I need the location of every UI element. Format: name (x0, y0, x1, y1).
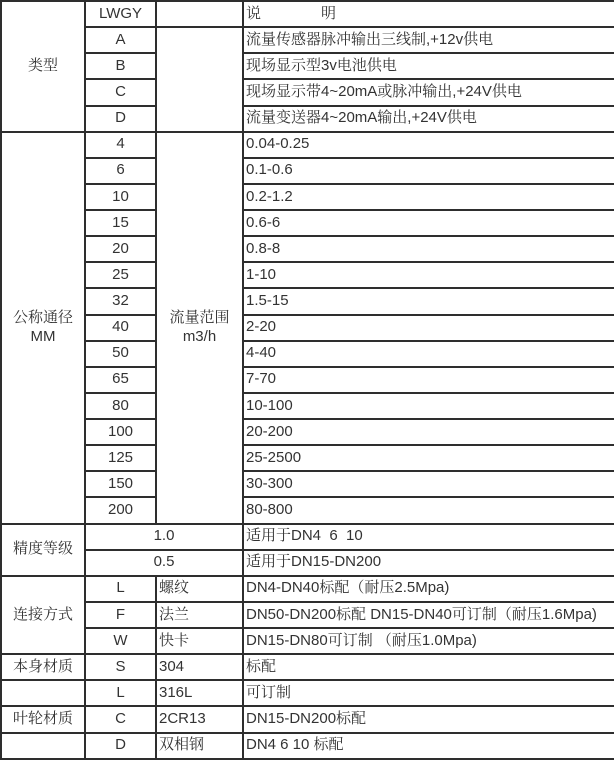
flow-range-cell: 7-70 (243, 367, 614, 393)
body-material-name-cell: 304 (156, 654, 243, 680)
table-row (1, 654, 614, 680)
flow-range-cell: 0.2-1.2 (243, 184, 614, 210)
impeller-material-desc-cell: DN15-DN200标配 (243, 706, 614, 732)
accuracy-value-cell: 1.0 (85, 524, 243, 550)
body-material-code-cell: S (85, 654, 156, 680)
empty-cell (156, 27, 243, 132)
table-row (1, 132, 614, 158)
dn-value-cell: 20 (85, 236, 156, 262)
connection-code-cell: F (85, 602, 156, 628)
dn-value-cell: 100 (85, 419, 156, 445)
dn-value-cell: 150 (85, 471, 156, 497)
table-row (1, 341, 614, 367)
flow-range-cell: 0.6-6 (243, 210, 614, 236)
dn-value-cell: 80 (85, 393, 156, 419)
impeller-material-section-label: 叶轮材质 (1, 706, 85, 732)
connection-code-cell: L (85, 576, 156, 602)
accuracy-section-label: 精度等级 (1, 524, 85, 576)
table-row (1, 419, 614, 445)
type-desc-cell: 现场显示型3v电池供电 (243, 53, 614, 79)
flow-range-cell: 30-300 (243, 471, 614, 497)
diameter-label-line2: MM (30, 327, 56, 345)
accuracy-desc-cell: 适用于DN15-DN200 (243, 550, 614, 576)
flow-range-cell: 0.8-8 (243, 236, 614, 262)
flow-range-cell: 80-800 (243, 497, 614, 523)
type-desc-cell: 流量传感器脉冲输出三线制,+12v供电 (243, 27, 614, 53)
table-row (1, 53, 614, 79)
table-row (1, 550, 614, 576)
flow-label-line2: m3/h (182, 327, 217, 345)
connection-name-cell: 快卡 (156, 628, 243, 654)
type-code-cell: A (85, 27, 156, 53)
table-row (1, 288, 614, 314)
dn-value-cell: 6 (85, 158, 156, 184)
table-row (1, 576, 614, 602)
connection-desc-cell: DN15-DN80可订制 （耐压1.0Mpa) (243, 628, 614, 654)
diameter-section-label (1, 132, 85, 524)
table-row (1, 706, 614, 732)
flow-range-cell: 2-20 (243, 315, 614, 341)
body-material-name-cell: 316L (156, 680, 243, 706)
connection-code-cell: W (85, 628, 156, 654)
flow-range-cell: 0.04-0.25 (243, 132, 614, 158)
table-row (1, 680, 614, 706)
accuracy-value-cell: 0.5 (85, 550, 243, 576)
type-section-label: 类型 (1, 1, 85, 132)
flow-range-cell: 25-2500 (243, 445, 614, 471)
flow-range-label (156, 132, 243, 524)
table-row (1, 262, 614, 288)
flow-range-cell: 20-200 (243, 419, 614, 445)
type-code-cell: C (85, 79, 156, 105)
dn-value-cell: 125 (85, 445, 156, 471)
connection-desc-cell: DN4-DN40标配（耐压2.5Mpa) (243, 576, 614, 602)
empty-cell (1, 733, 85, 760)
accuracy-desc-cell: 适用于DN4 6 10 (243, 524, 614, 550)
diameter-label-line1: 公称通径 (12, 308, 73, 326)
model-header-cell: LWGY (85, 1, 156, 27)
dn-value-cell: 50 (85, 341, 156, 367)
empty-cell (156, 1, 243, 27)
connection-section-label: 连接方式 (1, 576, 85, 654)
table-row (1, 524, 614, 550)
connection-desc-cell: DN50-DN200标配 DN15-DN40可订制（耐压1.6Mpa) (243, 602, 614, 628)
flow-range-cell: 1.5-15 (243, 288, 614, 314)
table-row (1, 393, 614, 419)
table-row (1, 79, 614, 105)
body-material-code-cell: L (85, 680, 156, 706)
table-row (1, 236, 614, 262)
table-row (1, 367, 614, 393)
table-row (1, 445, 614, 471)
dn-value-cell: 65 (85, 367, 156, 393)
dn-value-cell: 32 (85, 288, 156, 314)
impeller-material-desc-cell: DN4 6 10 标配 (243, 733, 614, 760)
impeller-material-name-cell: 双相钢 (156, 733, 243, 760)
dn-value-cell: 200 (85, 497, 156, 523)
table-row (1, 106, 614, 132)
table-row (1, 315, 614, 341)
connection-name-cell: 螺纹 (156, 576, 243, 602)
flow-range-cell: 0.1-0.6 (243, 158, 614, 184)
impeller-material-code-cell: D (85, 733, 156, 760)
table-row (1, 602, 614, 628)
flow-range-cell: 4-40 (243, 341, 614, 367)
dn-value-cell: 40 (85, 315, 156, 341)
connection-name-cell: 法兰 (156, 602, 243, 628)
type-desc-cell: 现场显示带4~20mA或脉冲输出,+24V供电 (243, 79, 614, 105)
body-material-desc-cell: 标配 (243, 654, 614, 680)
type-desc-cell: 流量变送器4~20mA输出,+24V供电 (243, 106, 614, 132)
type-code-cell: D (85, 106, 156, 132)
table-row (1, 27, 614, 53)
table-row (1, 158, 614, 184)
table-row (1, 733, 614, 760)
dn-value-cell: 4 (85, 132, 156, 158)
table-row (1, 210, 614, 236)
impeller-material-code-cell: C (85, 706, 156, 732)
body-material-section-label: 本身材质 (1, 654, 85, 680)
desc-header-cell: 说 明 (243, 1, 614, 27)
empty-cell (1, 680, 85, 706)
dn-value-cell: 25 (85, 262, 156, 288)
dn-value-cell: 10 (85, 184, 156, 210)
table-row (1, 628, 614, 654)
table-row (1, 184, 614, 210)
table-row (1, 471, 614, 497)
table-row (1, 1, 614, 27)
type-code-cell: B (85, 53, 156, 79)
impeller-material-name-cell: 2CR13 (156, 706, 243, 732)
body-material-desc-cell: 可订制 (243, 680, 614, 706)
flow-range-cell: 1-10 (243, 262, 614, 288)
flow-label-line1: 流量范围 (169, 308, 230, 326)
dn-value-cell: 15 (85, 210, 156, 236)
table-row (1, 497, 614, 523)
flow-range-cell: 10-100 (243, 393, 614, 419)
